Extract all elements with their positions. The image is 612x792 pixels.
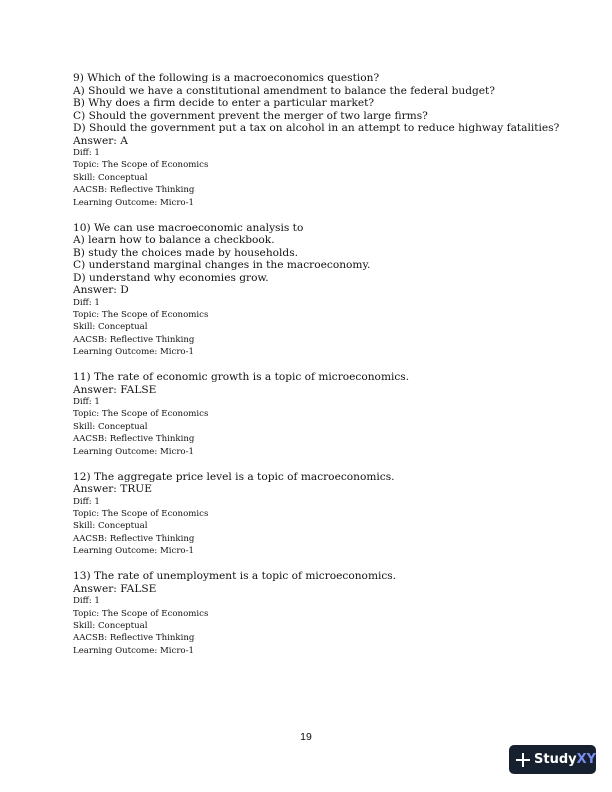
question-text: 12) The aggregate price level is a topic of macroeconomics. [73, 470, 395, 483]
question-text: 13) The rate of unemployment is a topic of microeconomics. [73, 570, 397, 583]
plus-icon [516, 753, 530, 767]
studyxy-badge[interactable] [509, 745, 596, 774]
answer-line: Answer: FALSE [73, 383, 157, 396]
brand-name-accent: XY [576, 752, 597, 767]
learning-outcome: Learning Outcome: Micro-1 [73, 347, 194, 358]
topic: Topic: The Scope of Economics [73, 608, 209, 619]
learning-outcome: Learning Outcome: Micro-1 [73, 645, 194, 656]
question-block [73, 471, 573, 558]
skill: Skill: Conceptual [73, 172, 148, 183]
skill: Skill: Conceptual [73, 421, 148, 432]
answer-line: Answer: FALSE [73, 582, 157, 595]
question-text: 11) The rate of economic growth is a topic of microeconomics. [73, 371, 410, 384]
learning-outcome: Learning Outcome: Micro-1 [73, 197, 194, 208]
aacsb: AACSB: Reflective Thinking [73, 533, 195, 544]
topic: Topic: The Scope of Economics [73, 309, 209, 320]
difficulty: Diff: 1 [73, 496, 100, 507]
difficulty: Diff: 1 [73, 596, 100, 607]
skill: Skill: Conceptual [73, 620, 148, 631]
answer-option: D) understand why economies grow. [73, 271, 269, 284]
brand-name: Study [534, 752, 577, 767]
learning-outcome: Learning Outcome: Micro-1 [73, 546, 194, 557]
answer-line: Answer: D [73, 284, 129, 297]
question-list [73, 72, 573, 670]
skill: Skill: Conceptual [73, 521, 148, 532]
question-block [73, 72, 573, 209]
answer-option: C) understand marginal changes in the macroeconomy. [73, 259, 371, 272]
answer-option: A) Should we have a constitutional amendment to balance the federal budget? [73, 84, 495, 97]
answer-line: Answer: A [73, 134, 128, 147]
answer-option: A) learn how to balance a checkbook. [73, 234, 275, 247]
skill: Skill: Conceptual [73, 322, 148, 333]
answer-option: D) Should the government put a tax on alcohol in an attempt to reduce highway fatalities? [73, 122, 560, 134]
aacsb: AACSB: Reflective Thinking [73, 334, 195, 345]
difficulty: Diff: 1 [73, 397, 100, 408]
answer-option: B) Why does a firm decide to enter a particular market? [73, 97, 375, 109]
topic: Topic: The Scope of Economics [73, 160, 209, 171]
aacsb: AACSB: Reflective Thinking [73, 633, 195, 644]
page-number: 19 [300, 731, 312, 743]
question-block [73, 222, 573, 359]
topic: Topic: The Scope of Economics [73, 509, 209, 519]
question-text: 9) Which of the following is a macroeconomics question? [73, 72, 380, 84]
answer-option: B) study the choices made by households. [73, 246, 298, 259]
aacsb: AACSB: Reflective Thinking [73, 434, 195, 445]
learning-outcome: Learning Outcome: Micro-1 [73, 446, 194, 457]
difficulty: Diff: 1 [73, 297, 100, 308]
answer-line: Answer: TRUE [73, 483, 152, 496]
question-block [73, 570, 573, 657]
aacsb: AACSB: Reflective Thinking [73, 185, 195, 196]
question-text: 10) We can use macroeconomic analysis to [73, 221, 304, 234]
answer-option: C) Should the government prevent the merger of two large firms? [73, 109, 428, 122]
topic: Topic: The Scope of Economics [73, 409, 209, 420]
question-block [73, 371, 573, 458]
difficulty: Diff: 1 [73, 148, 100, 158]
